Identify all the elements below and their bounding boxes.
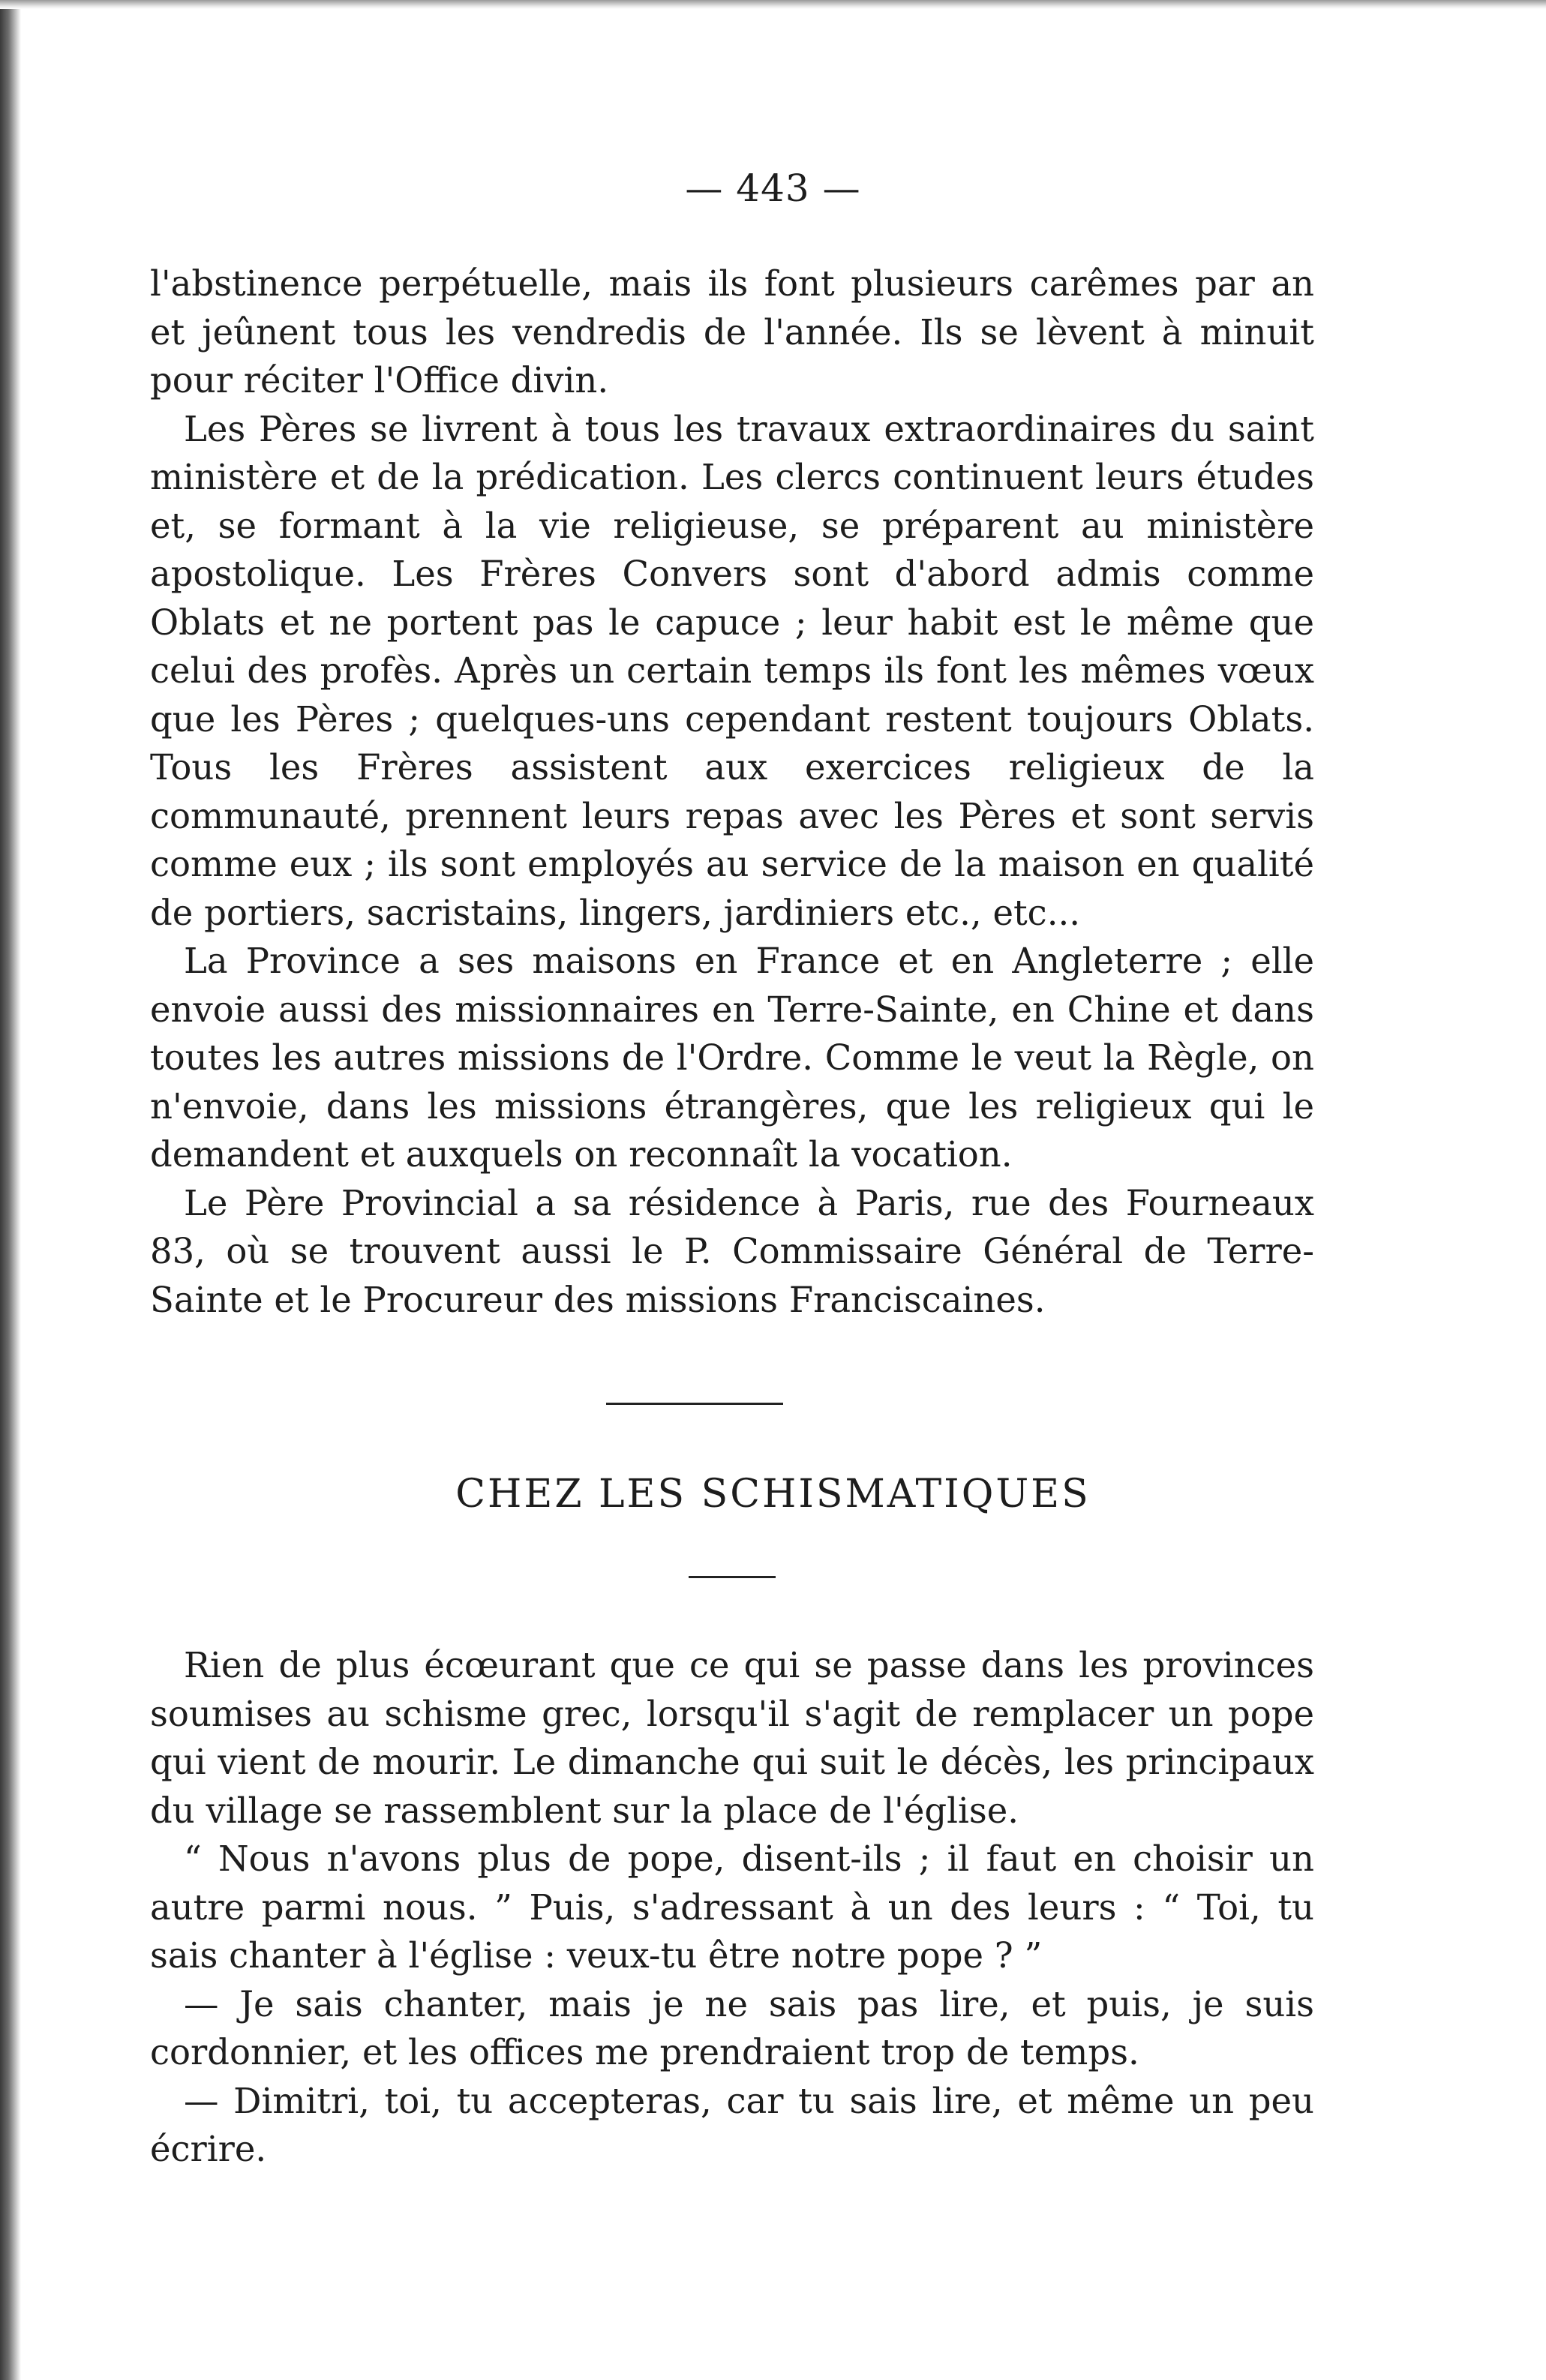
paragraph: Rien de plus écœurant que ce qui se passe dans les provinces soumises au schisme grec, lorsqu'il s'agit de remplacer un pope qui vient de mourir. Le dimanche qui suit le décès, les principaux du village se rassemblent sur la place de l'église. (150, 1645, 1314, 1831)
paragraph: — Je sais chanter, mais je ne sais pas lire, et puis, je suis cordonnier, et les offices me prendraient trop de temps. (150, 1983, 1314, 2072)
section-title: CHEZ LES SCHISMATIQUES (455, 1472, 1091, 1517)
paragraph: La Province a ses maisons en France et en Angleterre ; elle envoie aussi des missionnaires en Terre-Sainte, en Chine et dans toutes les autres missions de l'Ordre. Comme le veut la Règle, on n'envoie, dans les missions étrangères, que les religieux qui le demandent et auxquels on reconnaît la vocation. (150, 941, 1314, 1175)
paragraph: “ Nous n'avons plus de pope, disent-ils ; il faut en choisir un autre parmi nous. ” Puis, s'adressant à un des leurs : “ Toi, tu sais chanter à l'église : veux-tu être notre pope ? ” (150, 1838, 1314, 1976)
paragraph: l'abstinence perpétuelle, mais ils font plusieurs carêmes par an et jeûnent tous les vendredis de l'année. Ils se lèvent à minuit pour réciter l'Office divin. (150, 263, 1314, 401)
paragraph: Les Pères se livrent à tous les travaux extraordinaires du saint ministère et de la prédication. Les clercs continuent leurs études et, se formant à la vie religieuse, se préparent au ministère apostolique. Les Frères Convers sont d'abord admis comme Oblats et ne portent pas le capuce ; leur habit est le même que celui des profès. Après un certain temps ils font les mêmes vœux que les Pères ; quelques-uns cependant restent toujours Oblats. Tous les Frères assistent aux exercices religieux de la communauté, prennent leurs repas avec les Pères et sont servis comme eux ; ils sont employés au service de la maison en qualité de portiers, sacristains, lingers, jardiniers etc., etc... (150, 408, 1314, 933)
scanned-page-edge (0, 0, 21, 2380)
section-divider (606, 1403, 783, 1405)
page-number: — 443 — (685, 167, 861, 210)
scanned-top-edge (0, 0, 1546, 9)
body-text-bottom (150, 1641, 1314, 2174)
paragraph: Le Père Provincial a sa résidence à Paris, rue des Fourneaux 83, où se trouvent aussi le P. Commissaire Général de Terre-Sainte et le Procureur des missions Franciscaines. (150, 1182, 1314, 1320)
title-underline (689, 1576, 776, 1578)
body-text-top (150, 260, 1314, 1324)
paragraph: — Dimitri, toi, tu accepteras, car tu sais lire, et même un peu écrire. (150, 2080, 1314, 2169)
